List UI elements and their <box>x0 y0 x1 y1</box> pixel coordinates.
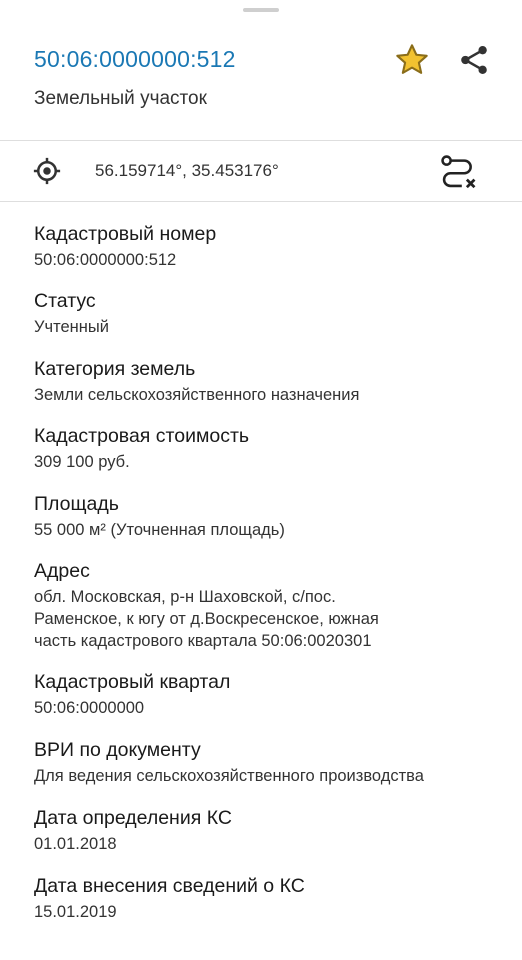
field-value <box>34 586 504 652</box>
field-land-category <box>34 357 504 406</box>
field-label: Категория земель <box>34 358 196 380</box>
field-value: 309 100 руб. <box>34 453 130 471</box>
field-value: 55 000 м² (Уточненная площадь) <box>34 521 285 539</box>
field-cadastral-number <box>34 222 504 271</box>
field-value: 15.01.2019 <box>34 903 117 921</box>
field-area <box>34 492 504 541</box>
field-label: Кадастровый квартал <box>34 671 231 693</box>
field-label: Статус <box>34 290 96 312</box>
header <box>0 0 522 140</box>
coordinates-row <box>0 141 522 201</box>
field-entry-date <box>34 874 504 923</box>
field-status <box>34 289 504 338</box>
address-line: обл. Московская, р-н Шаховской, с/пос. <box>34 588 336 606</box>
address-line: Раменское, к югу от д.Воскресенское, южная <box>34 610 379 628</box>
coordinates-text[interactable]: 56.159714°, 35.453176° <box>95 161 279 180</box>
field-label: ВРИ по документу <box>34 739 201 761</box>
field-value[interactable]: 50:06:0000000:512 <box>34 251 177 269</box>
field-address <box>34 559 504 652</box>
field-cadastral-value <box>34 424 504 473</box>
share-button[interactable] <box>454 40 494 80</box>
field-permitted-use <box>34 738 504 787</box>
field-value: 01.01.2018 <box>34 835 117 853</box>
locate-button[interactable] <box>31 155 63 187</box>
field-valuation-date <box>34 806 504 855</box>
star-icon <box>394 42 430 78</box>
divider <box>0 201 522 202</box>
field-label: Дата внесения сведений о КС <box>34 875 305 897</box>
field-label: Кадастровый номер <box>34 223 217 245</box>
field-label: Кадастровая стоимость <box>34 425 250 447</box>
route-button[interactable] <box>438 153 478 191</box>
crosshair-icon <box>32 156 62 186</box>
field-value: Для ведения сельскохозяйственного производства <box>34 767 424 785</box>
field-label: Дата определения КС <box>34 807 232 829</box>
field-label: Адрес <box>34 560 90 582</box>
cadastral-title: 50:06:0000000:512 <box>34 46 236 72</box>
field-value[interactable]: 50:06:0000000 <box>34 699 145 717</box>
object-type-subtitle: Земельный участок <box>34 88 207 109</box>
route-icon <box>439 154 477 190</box>
favorite-button[interactable] <box>392 40 432 80</box>
address-line: часть кадастрового квартала 50:06:0020301 <box>34 632 372 650</box>
field-value: Учтенный <box>34 318 109 336</box>
field-label: Площадь <box>34 493 119 515</box>
field-value: Земли сельскохозяйственного назначения <box>34 386 360 404</box>
share-icon <box>459 44 489 76</box>
field-cadastral-quarter <box>34 670 504 719</box>
